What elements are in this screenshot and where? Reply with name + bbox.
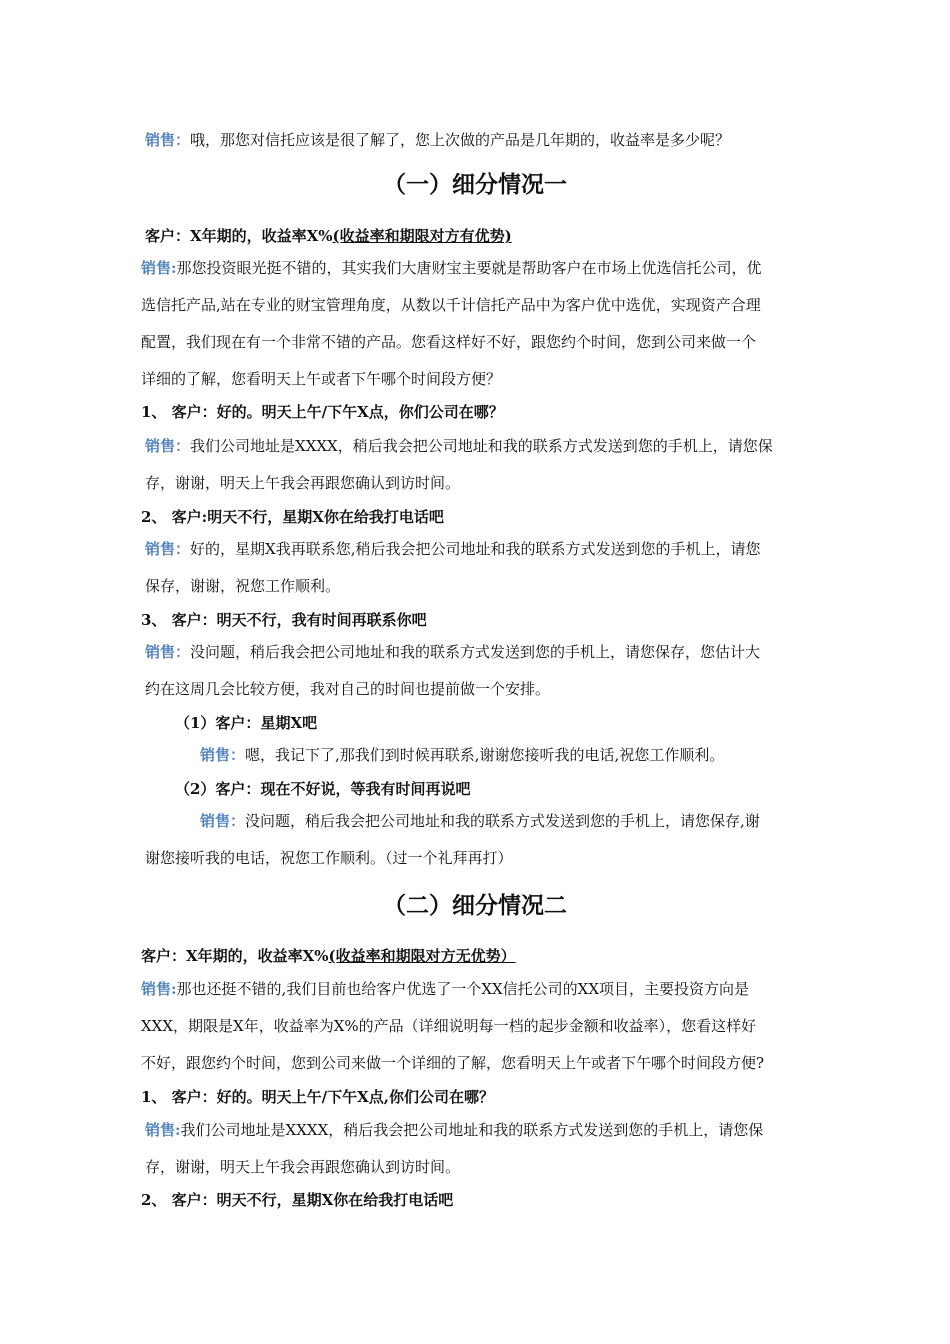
section1-case3-sales-line2: 约在这周几会比较方便，我对自己的时间也提前做一个安排。 [145, 680, 551, 698]
customer-underlined-note: (收益率和期限对方有优势) [332, 227, 512, 245]
section1-sales-line2: 选信托产品,站在专业的财宝管理角度，从数以千计信托产品中为客户优中选优，实现资产合理 [141, 296, 761, 314]
section1-sales-line4: 详细的了解，您看明天上午或者下午哪个时间段方便？ [141, 370, 502, 388]
customer-text: 客户：X年期的，收益率X% [141, 947, 329, 965]
section2-case1-customer: 1、 客户：好的。明天上午/下午X点,你们公司在哪？ [141, 1088, 495, 1106]
section2-case1-sales-line1 [145, 1120, 763, 1140]
section1-case1-customer: 1、 客户：好的。明天上午/下午X点，你们公司在哪？ [141, 403, 504, 421]
section1-case1-sales-line1 [145, 436, 773, 456]
section1-case1-sales-line2: 存，谢谢，明天上午我会再跟您确认到访时间。 [145, 474, 461, 492]
section1-sales-line3: 配置，我们现在有一个非常不错的产品。您看这样好不好，跟您约个时间，您到公司来做一个 [141, 333, 757, 351]
section1-sub2-sales-line1 [200, 811, 760, 831]
section2-sales-line1 [141, 979, 749, 999]
section1-case3-customer: 3、 客户：明天不行，我有时间再联系你吧 [141, 611, 427, 629]
section1-sub1-sales [200, 745, 724, 765]
sales-label: 销售: [145, 1121, 181, 1139]
sales-text: 好的，星期X我再联系您,稍后我会把公司地址和我的联系方式发送到您的手机上，请您 [190, 540, 761, 558]
section2-case1-sales-line2: 存，谢谢，明天上午我会再跟您确认到访时间。 [145, 1158, 461, 1176]
section2-case2-customer: 2、 客户：明天不行，星期X你在给我打电话吧 [141, 1191, 454, 1209]
section2-sales-line3: 不好，跟您约个时间，您到公司来做一个详细的了解，您看明天上午或者下午哪个时间段方便? [141, 1054, 765, 1072]
section1-sub2-customer: （2）客户：现在不好说，等我有时间再说吧 [175, 780, 471, 798]
section2-sales-line2: XXX，期限是X年，收益率为X%的产品（详细说明每一档的起步金额和收益率），您看这样好 [141, 1017, 757, 1035]
section1-customer-line [145, 226, 512, 246]
section2-heading: （二）细分情况二 [383, 892, 567, 919]
sales-text: 没问题，稍后我会把公司地址和我的联系方式发送到您的手机上，请您保存,谢 [245, 812, 760, 830]
section1-sub2-sales-line2: 谢您接听我的电话，祝您工作顺利。（过一个礼拜再打） [145, 849, 513, 867]
sales-label: 销售： [200, 812, 246, 830]
sales-label: 销售： [200, 746, 246, 764]
sales-text: 我们公司地址是XXXX，稍后我会把公司地址和我的联系方式发送到您的手机上，请您保 [190, 437, 773, 455]
section2-customer-line [141, 946, 516, 966]
section1-sales-line1 [141, 258, 762, 278]
intro-paragraph [145, 130, 730, 150]
intro-text: 哦，那您对信托应该是很了解了，您上次做的产品是几年期的，收益率是多少呢？ [190, 131, 731, 149]
sales-text: 那您投资眼光挺不错的，其实我们大唐财宝主要就是帮助客户在市场上优选信托公司，优 [176, 259, 762, 277]
section1-sub1-customer: （1）客户：星期X吧 [175, 714, 318, 732]
customer-text: 客户：X年期的，收益率X% [145, 227, 333, 245]
section1-case2-sales-line1 [145, 539, 760, 559]
sales-label: 销售： [145, 540, 191, 558]
sales-label: 销售： [145, 437, 191, 455]
sales-label: 销售： [145, 131, 191, 149]
sales-label: 销售: [141, 980, 177, 998]
sales-label: 销售： [145, 643, 191, 661]
sales-label: 销售: [141, 259, 177, 277]
customer-underlined-note: (收益率和期限对方无优势） [328, 947, 516, 965]
section1-heading: （一）细分情况一 [383, 171, 567, 198]
sales-text: 我们公司地址是XXXX，稍后我会把公司地址和我的联系方式发送到您的手机上，请您保 [180, 1121, 764, 1139]
sales-text: 嗯，我记下了,那我们到时候再联系,谢谢您接听我的电话,祝您工作顺利。 [245, 746, 725, 764]
section1-case2-customer: 2、 客户:明天不行，星期X你在给我打电话吧 [141, 508, 444, 526]
section1-case3-sales-line1 [145, 642, 760, 662]
section1-case2-sales-line2: 保存，谢谢，祝您工作顺利。 [145, 577, 341, 595]
sales-text: 没问题，稍后我会把公司地址和我的联系方式发送到您的手机上，请您保存，您估计大 [190, 643, 761, 661]
sales-text: 那也还挺不错的,我们目前也给客户优选了一个XX信托公司的XX项目，主要投资方向是 [176, 980, 750, 998]
